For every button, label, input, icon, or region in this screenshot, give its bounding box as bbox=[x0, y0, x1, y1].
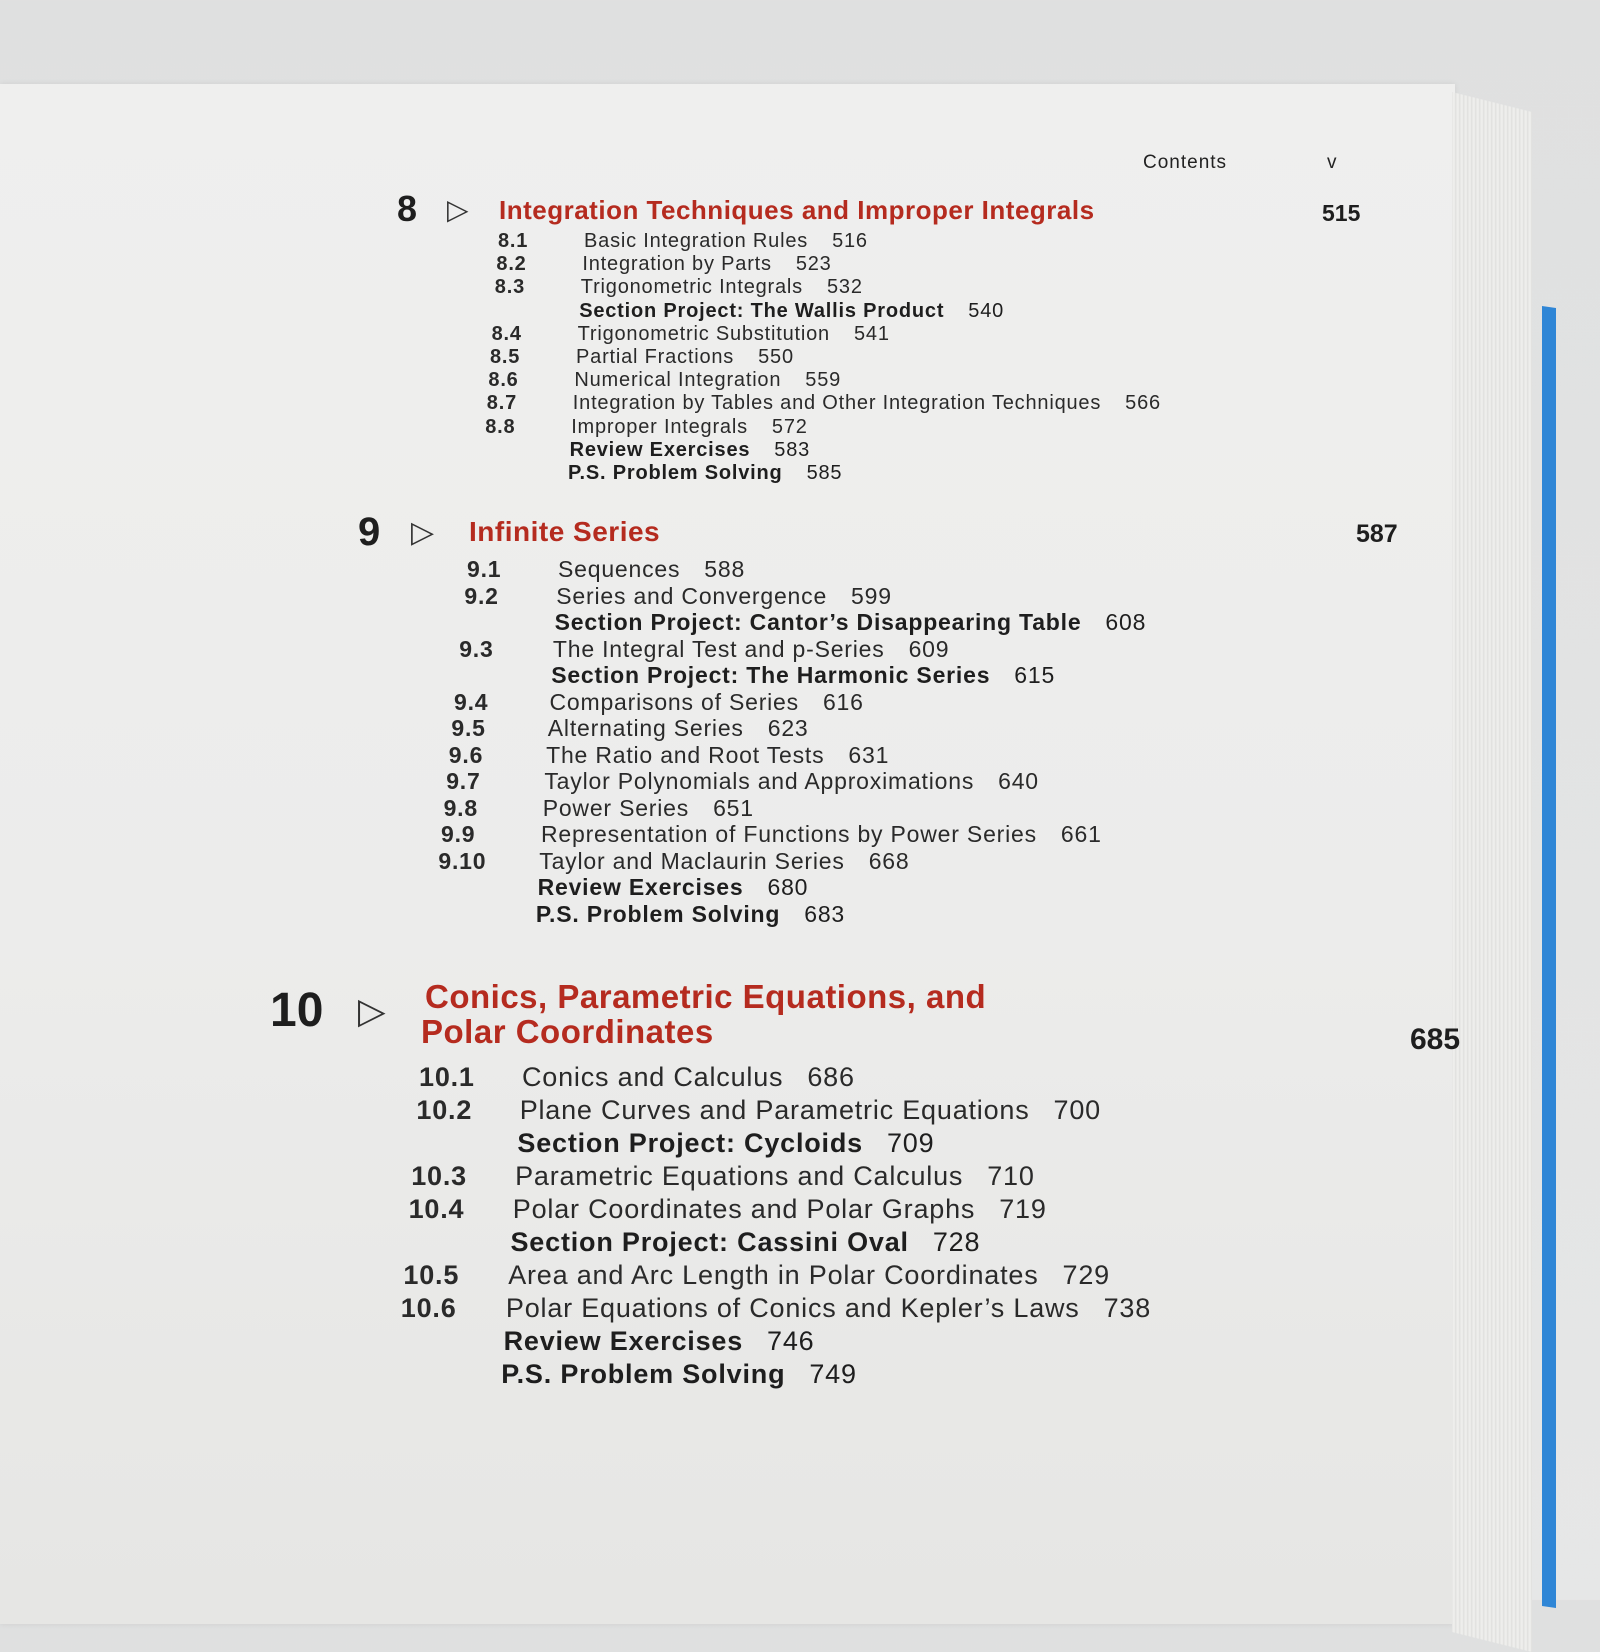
section-title: Sequences bbox=[558, 556, 681, 582]
section-title-line bbox=[568, 462, 842, 485]
section-page: 609 bbox=[908, 635, 950, 662]
section-number: 10.4 bbox=[408, 1194, 465, 1224]
section-title: Integration by Tables and Other Integration Techniques bbox=[572, 392, 1102, 415]
section-title: Conics and Calculus bbox=[522, 1062, 784, 1092]
section-title: Section Project: Cassini Oval bbox=[510, 1227, 909, 1257]
section-page: 710 bbox=[987, 1161, 1035, 1191]
section-title-line bbox=[570, 439, 810, 462]
chapter-arrow-icon: ▷ bbox=[447, 194, 469, 225]
section-number: 9.8 bbox=[443, 794, 478, 821]
section-title-line bbox=[558, 556, 745, 583]
section-title-line bbox=[539, 848, 909, 875]
chapter-arrow-icon: ▷ bbox=[411, 516, 435, 549]
chapter-page: 587 bbox=[1356, 520, 1398, 548]
section-page: 746 bbox=[767, 1326, 815, 1356]
section-page: 631 bbox=[848, 741, 890, 768]
section-page: 540 bbox=[968, 299, 1005, 322]
section-title: Series and Convergence bbox=[556, 582, 828, 609]
page-block-edge bbox=[1452, 92, 1532, 1652]
section-title: Improper Integrals bbox=[571, 415, 748, 438]
section-number: 8.2 bbox=[496, 253, 527, 276]
section-title-line bbox=[513, 1194, 1047, 1225]
running-header bbox=[1143, 152, 1338, 174]
section-number: 10.3 bbox=[411, 1161, 467, 1191]
section-title: Section Project: Cantor’s Disappearing Table bbox=[554, 609, 1082, 635]
section-page: 651 bbox=[713, 794, 754, 821]
section-title: P.S. Problem Solving bbox=[535, 900, 781, 927]
section-title-line bbox=[546, 742, 889, 769]
section-number: 9.6 bbox=[448, 741, 484, 768]
section-number: 9.7 bbox=[446, 768, 481, 794]
section-title-line bbox=[551, 662, 1055, 689]
section-title: Basic Integration Rules bbox=[584, 230, 809, 252]
section-title-line bbox=[506, 1293, 1151, 1324]
section-title: Parametric Equations and Calculus bbox=[515, 1161, 964, 1191]
section-number: 9.1 bbox=[467, 556, 502, 582]
section-title: Review Exercises bbox=[569, 438, 751, 461]
chapter-number: 9 bbox=[358, 510, 381, 554]
section-page: 700 bbox=[1053, 1095, 1101, 1125]
section-number: 8.4 bbox=[491, 322, 522, 345]
section-page: 583 bbox=[774, 438, 811, 461]
section-page: 559 bbox=[805, 369, 842, 392]
section-page: 686 bbox=[807, 1062, 855, 1092]
section-title: The Ratio and Root Tests bbox=[546, 741, 825, 768]
section-title: Alternating Series bbox=[547, 715, 744, 741]
section-page: 668 bbox=[868, 847, 910, 874]
section-title-line bbox=[508, 1260, 1110, 1291]
section-number: 9.2 bbox=[464, 582, 499, 609]
section-title-line bbox=[573, 392, 1161, 415]
section-page: 709 bbox=[886, 1128, 935, 1158]
section-page: 729 bbox=[1062, 1260, 1110, 1290]
chapter-number: 10 bbox=[270, 984, 324, 1037]
header-page-number: v bbox=[1327, 152, 1338, 173]
section-title-line bbox=[520, 1095, 1101, 1126]
chapter-title: Integration Techniques and Improper Integrals bbox=[499, 195, 1095, 225]
section-title-line bbox=[517, 1128, 934, 1159]
section-page: 719 bbox=[999, 1194, 1047, 1224]
section-number: 9.9 bbox=[441, 821, 476, 847]
section-page: 680 bbox=[767, 874, 809, 900]
chapter-title-line-2: Polar Coordinates bbox=[421, 1013, 714, 1050]
section-page: 749 bbox=[809, 1359, 857, 1389]
chapter-arrow-icon: ▷ bbox=[358, 990, 386, 1031]
section-title: Trigonometric Substitution bbox=[577, 322, 830, 345]
section-number: 8.8 bbox=[485, 415, 516, 438]
section-title: Section Project: Cycloids bbox=[517, 1128, 863, 1158]
section-page: 599 bbox=[851, 582, 892, 609]
section-page: 541 bbox=[853, 322, 890, 345]
section-title-line bbox=[555, 609, 1147, 636]
section-title: Integration by Parts bbox=[582, 253, 772, 276]
section-title-line bbox=[582, 253, 831, 276]
section-page: 523 bbox=[795, 253, 832, 276]
section-title: Polar Coordinates and Polar Graphs bbox=[512, 1194, 976, 1224]
section-title: Review Exercises bbox=[503, 1326, 744, 1356]
section-title: Section Project: The Harmonic Series bbox=[551, 662, 991, 688]
section-title: Review Exercises bbox=[537, 874, 744, 900]
section-title-line bbox=[511, 1227, 981, 1258]
section-title: Trigonometric Integrals bbox=[580, 276, 803, 299]
section-number: 9.10 bbox=[438, 847, 487, 874]
section-page: 683 bbox=[804, 900, 846, 927]
section-page: 550 bbox=[758, 346, 794, 368]
section-title-line bbox=[556, 583, 892, 610]
section-title: Numerical Integration bbox=[574, 369, 782, 392]
section-title-line bbox=[571, 416, 807, 439]
section-page: 640 bbox=[998, 768, 1039, 794]
section-page: 585 bbox=[806, 462, 843, 484]
section-title: P.S. Problem Solving bbox=[568, 462, 783, 484]
section-title-line bbox=[536, 901, 845, 928]
section-page: 615 bbox=[1014, 662, 1056, 688]
chapter-title-line-1: Conics, Parametric Equations, and bbox=[425, 978, 987, 1015]
section-title: Plane Curves and Parametric Equations bbox=[519, 1095, 1030, 1125]
section-title-line bbox=[504, 1326, 815, 1357]
book-cover-edge bbox=[1542, 306, 1556, 1608]
section-page: 623 bbox=[767, 715, 809, 741]
section-page: 608 bbox=[1105, 609, 1147, 635]
section-number: 10.6 bbox=[400, 1293, 457, 1323]
section-title: Partial Fractions bbox=[576, 346, 735, 368]
section-title: P.S. Problem Solving bbox=[501, 1359, 786, 1389]
chapter-page: 685 bbox=[1410, 1023, 1461, 1056]
section-number: 9.3 bbox=[459, 635, 494, 662]
section-number: 8.3 bbox=[494, 276, 525, 299]
section-title-line bbox=[544, 768, 1039, 795]
section-title-line bbox=[553, 636, 949, 663]
section-number: 8.7 bbox=[486, 392, 517, 415]
section-title: Area and Arc Length in Polar Coordinates bbox=[508, 1260, 1039, 1290]
section-number: 8.6 bbox=[488, 369, 519, 392]
section-title-line bbox=[579, 300, 1004, 323]
section-page: 532 bbox=[826, 276, 863, 299]
section-page: 588 bbox=[704, 556, 746, 582]
section-page: 738 bbox=[1103, 1293, 1152, 1323]
section-title: Representation of Functions by Power Series bbox=[541, 821, 1037, 847]
section-title-line bbox=[538, 874, 809, 901]
section-number: 10.2 bbox=[416, 1095, 473, 1125]
section-number: 9.4 bbox=[454, 688, 489, 715]
section-title: Polar Equations of Conics and Kepler’s Laws bbox=[505, 1293, 1080, 1323]
section-title-line bbox=[548, 715, 809, 742]
section-page: 661 bbox=[1060, 821, 1102, 847]
section-title-line bbox=[501, 1359, 857, 1390]
section-number: 10.5 bbox=[403, 1260, 460, 1290]
section-title-line bbox=[578, 323, 890, 346]
section-title-line bbox=[522, 1062, 855, 1093]
chapter-title: Infinite Series bbox=[469, 516, 661, 547]
section-title: Taylor and Maclaurin Series bbox=[539, 847, 845, 874]
section-number: 10.1 bbox=[419, 1062, 475, 1092]
section-number: 8.1 bbox=[498, 230, 529, 252]
section-page: 572 bbox=[771, 415, 808, 438]
section-title: Comparisons of Series bbox=[549, 688, 799, 715]
section-title-line bbox=[584, 230, 868, 253]
section-title: Section Project: The Wallis Product bbox=[579, 299, 945, 322]
section-title: The Integral Test and p-Series bbox=[552, 635, 885, 662]
section-title: Taylor Polynomials and Approximations bbox=[544, 768, 975, 794]
section-title-line bbox=[515, 1161, 1035, 1192]
section-title-line bbox=[576, 346, 794, 369]
section-title: Power Series bbox=[542, 794, 690, 821]
section-number: 9.5 bbox=[451, 715, 486, 741]
section-title-line bbox=[541, 821, 1102, 848]
section-title-line bbox=[550, 689, 864, 716]
section-page: 616 bbox=[822, 688, 864, 715]
chapter-page: 515 bbox=[1322, 200, 1361, 226]
section-number: 8.5 bbox=[490, 346, 521, 368]
section-title-line bbox=[543, 795, 754, 822]
chapter-number: 8 bbox=[397, 188, 418, 229]
section-title-line bbox=[574, 369, 841, 392]
header-label: Contents bbox=[1143, 152, 1228, 173]
section-page: 566 bbox=[1125, 392, 1161, 415]
section-page: 728 bbox=[932, 1227, 981, 1257]
section-title-line bbox=[581, 276, 863, 299]
section-page: 516 bbox=[832, 230, 868, 252]
